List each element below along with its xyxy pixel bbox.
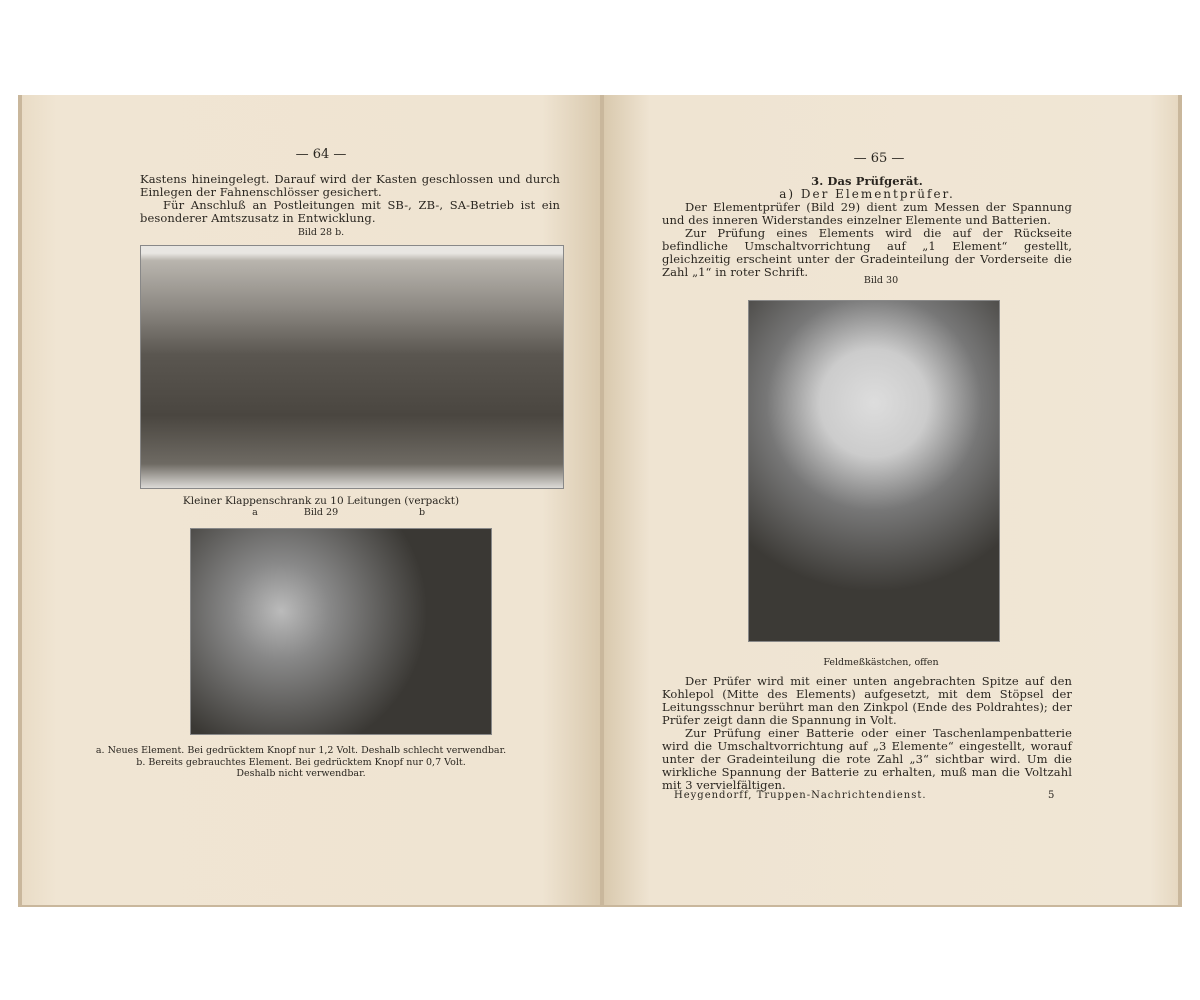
caption-line: Deshalb nicht verwendbar. bbox=[236, 768, 366, 779]
section-heading: 3. Das Prüfgerät. bbox=[811, 174, 923, 188]
right-page bbox=[604, 95, 1178, 905]
paragraph: Zur Prüfung eines Elements wird die auf der Rückseite befindliche Umschaltvorrichtung auf „1 Element“ gestellt, gleichzeitig erscheint unter der Gradeinteilung der Vorderseite die Zahl „1“ in roter Schrift. bbox=[662, 226, 1072, 279]
figure-sublabel-a: a bbox=[252, 507, 258, 518]
figure-caption: Feldmeßkästchen, offen bbox=[823, 657, 939, 668]
page-number: — 65 — bbox=[853, 151, 905, 166]
paragraph: Für Anschluß an Postleitungen mit SB-, ZB-, SA-Betrieb ist ein besonderer Amtszusatz in Entwicklung. bbox=[140, 198, 560, 225]
photo-element-tester bbox=[190, 528, 492, 735]
photo-switchboard-box bbox=[140, 245, 564, 489]
paragraph: Der Prüfer wird mit einer unten angebrachten Spitze auf den Kohlepol (Mitte des Elements) aufgesetzt, mit dem Stöpsel der Leitungsschnur berührt man den Zinkpol (Ende des Poldrahtes); der Prüfer zeigt dann die Spannung in Volt. bbox=[662, 674, 1072, 727]
figure-caption: Kleiner Klappenschrank zu 10 Leitungen (verpackt) bbox=[182, 495, 460, 507]
paragraph: Zur Prüfung einer Batterie oder einer Taschenlampenbatterie wird die Umschaltvorrichtung auf „3 Elemente“ eingestellt, worauf unter der Gradeinteilung die rote Zahl „3“ sichtbar wird. Um die wirkliche Spannung der Batterie zu erhalten, muß man die Voltzahl mit 3 vervielfältigen. bbox=[662, 726, 1072, 792]
text-block bbox=[662, 675, 1072, 792]
paragraph: Der Elementprüfer (Bild 29) dient zum Messen der Spannung und des inneren Widerstandes einzelner Elemente und Batterien. bbox=[662, 200, 1072, 227]
photo-field-measuring-case bbox=[748, 300, 1000, 642]
text-block bbox=[662, 175, 1072, 279]
text-block bbox=[140, 173, 560, 225]
figure-sublabel-b: b bbox=[418, 507, 426, 518]
figure-label: Bild 30 bbox=[863, 275, 899, 286]
paragraph: Kastens hineingelegt. Darauf wird der Kasten geschlossen und durch Einlegen der Fahnenschlösser gesichert. bbox=[140, 172, 560, 199]
signature-number: 5 bbox=[1048, 790, 1055, 801]
figure-label: Bild 29 bbox=[303, 507, 339, 518]
caption-line: a. Neues Element. Bei gedrücktem Knopf nur 1,2 Volt. Deshalb schlecht verwendbar. bbox=[95, 745, 507, 756]
page-number: — 64 — bbox=[295, 147, 347, 162]
figure-caption bbox=[12, 745, 590, 780]
caption-line: b. Bereits gebrauchtes Element. Bei gedrücktem Knopf nur 0,7 Volt. bbox=[136, 756, 466, 768]
footer-author: Heygendorff, Truppen-Nachrichtendienst. bbox=[674, 790, 927, 801]
subsection-heading: a) Der Elementprüfer. bbox=[779, 187, 955, 201]
left-page bbox=[22, 95, 600, 905]
figure-label: Bild 28 b. bbox=[297, 227, 345, 238]
